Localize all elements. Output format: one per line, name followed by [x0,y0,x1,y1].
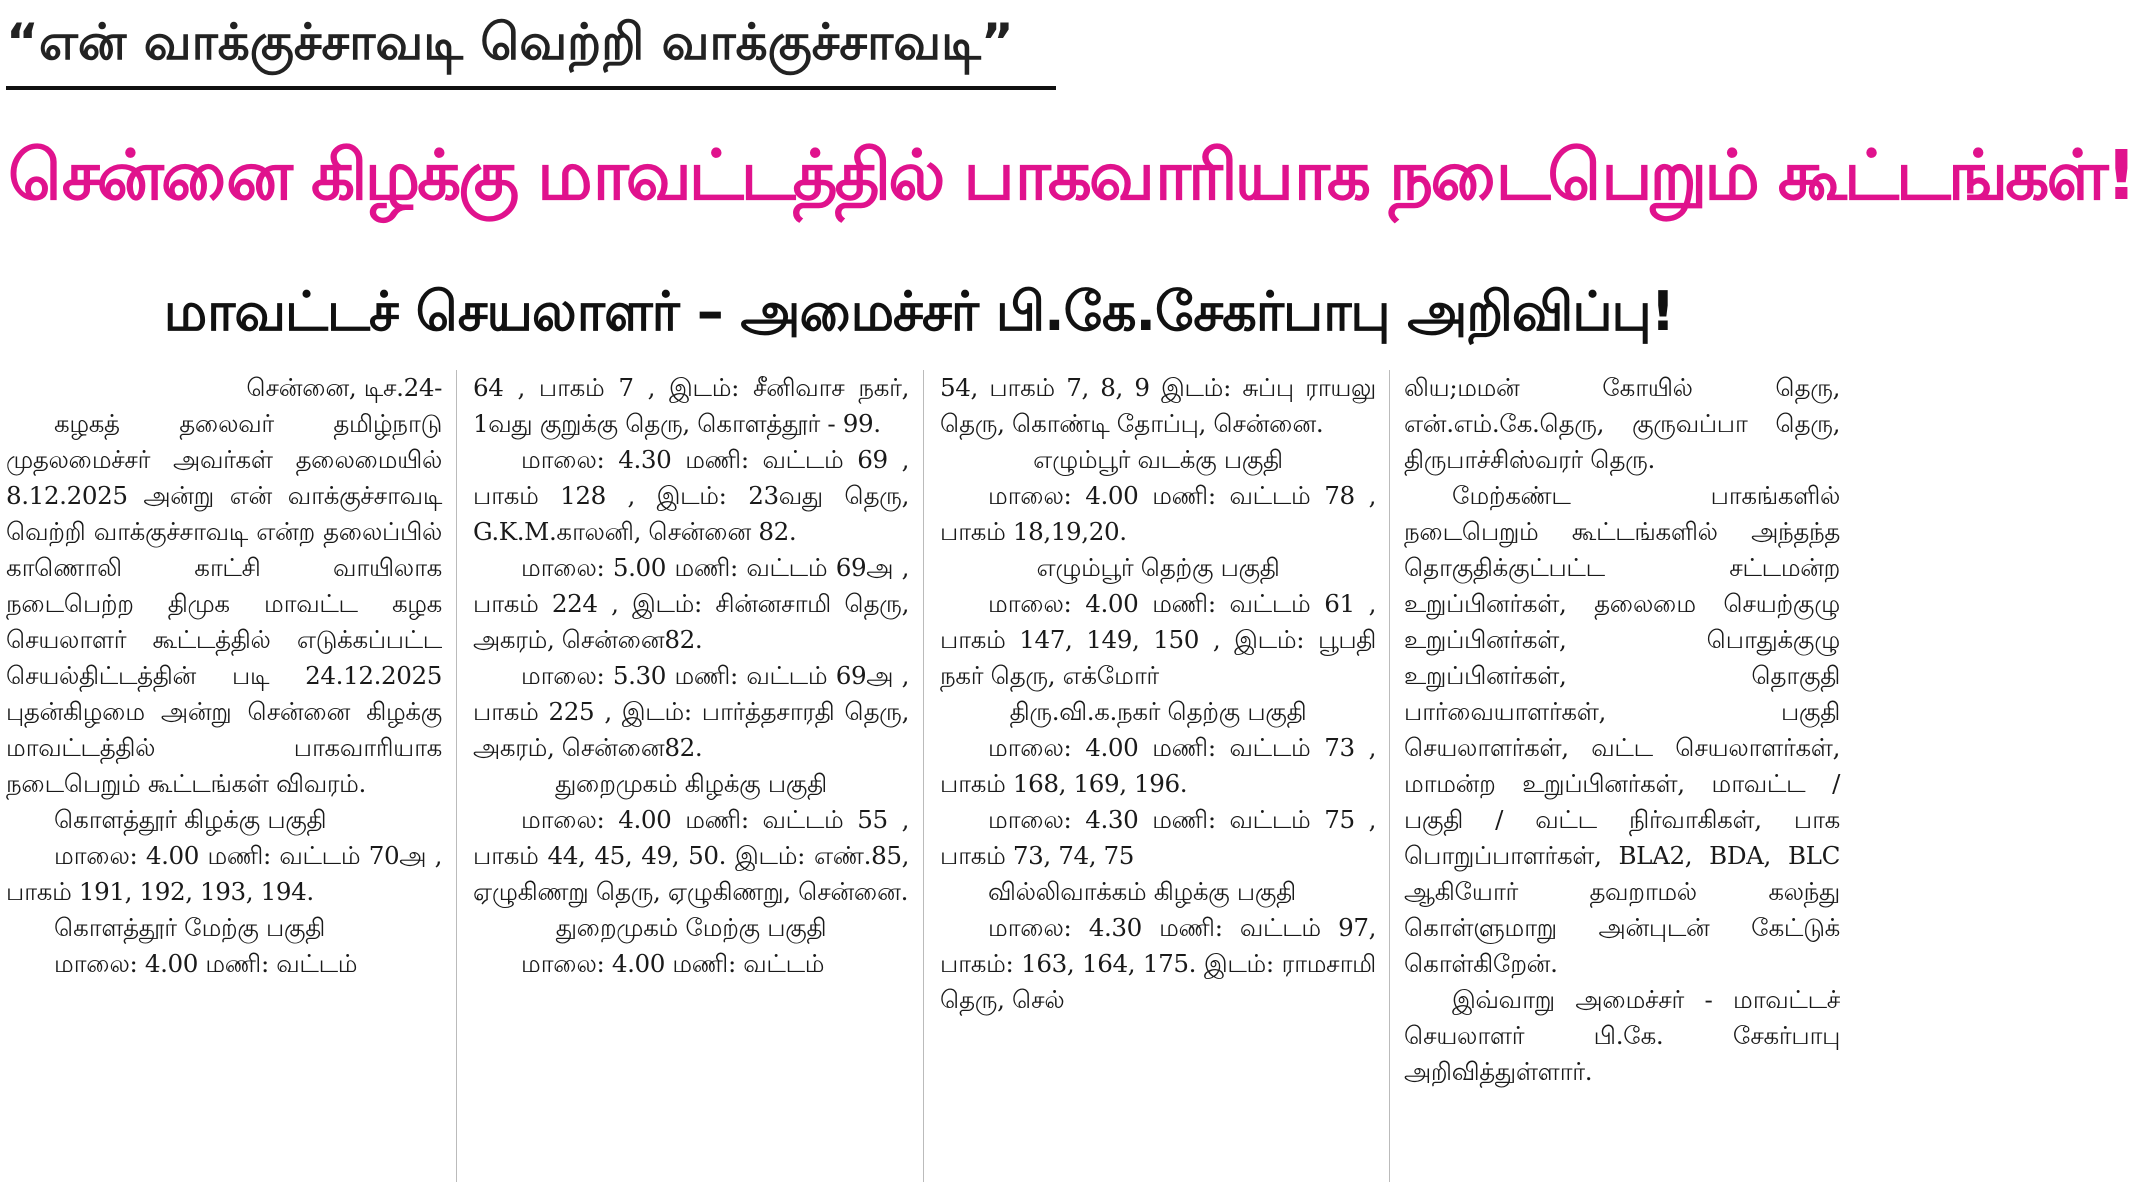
article-paragraph: துறைமுகம் கிழக்கு பகுதி [555,769,827,798]
article-paragraph: 64 , பாகம் 7 , இடம்: சீனிவாச நகர், 1வது குறுக்கு தெரு, கொளத்தூர் - 99. [473,373,909,438]
article-paragraph: மாலை: 5.30 மணி: வட்டம் 69அ , பாகம் 225 , இடம்: பார்த்தசாரதி தெரு, அகரம், சென்னை82. [473,661,909,762]
article-paragraph: மாலை: 4.00 மணி: வட்டம் 78 , பாகம் 18,19,20. [940,481,1376,546]
article-paragraph: மாலை: 4.00 மணி: வட்டம் [54,949,358,978]
headline: சென்னை கிழக்கு மாவட்டத்தில் பாகவாரியாக நடைபெறும் கூட்டங்கள்! [8,136,2134,216]
article-paragraph: மேற்கண்ட பாகங்களில் நடைபெறும் கூட்டங்களில் அந்தந்த தொகுதிக்குட்பட்ட சட்டமன்ற உறுப்பினர்கள், தலைமை செயற்குழு உறுப்பினர்கள், பொதுக்குழு உறுப்பினர்கள், தொகுதி பார்வையாளர்கள், பகுதி செயலாளர்கள், வட்ட செயலாளர்கள், மாமன்ற உறுப்பினர்கள், மாவட்ட / பகுதி / வட்ட நிர்வாகிகள், பாக பொறுப்பாளர்கள், BLA2, BDA, BLC ஆகியோர் தவறாமல் கலந்து கொள்ளுமாறு அன்புடன் கேட்டுக் கொள்கிறேன். [1404,481,1840,978]
column-4 [1404,370,1840,1182]
column-1 [6,370,442,1182]
subheadline: மாவட்டச் செயலாளர் – அமைச்சர் பி.கே.சேகர்பாபு அறிவிப்பு! [163,280,1675,343]
article-paragraph: மாலை: 4.00 மணி: வட்டம் 61 , பாகம் 147, 149, 150 , இடம்: பூபதி நகர் தெரு, எக்மோர் [940,589,1376,690]
article-paragraph: துறைமுகம் மேற்கு பகுதி [555,913,827,942]
article-paragraph: சென்னை, டிச.24- [246,373,442,402]
article-paragraph: எழும்பூர் வடக்கு பகுதி [1033,445,1283,474]
article-paragraph: வில்லிவாக்கம் கிழக்கு பகுதி [988,877,1296,906]
article-paragraph: மாலை: 4.00 மணி: வட்டம் 73 , பாகம் 168, 169, 196. [940,733,1376,798]
article-paragraph: 54, பாகம் 7, 8, 9 இடம்: சுப்பு ராயலு தெரு, கொண்டி தோப்பு, சென்னை. [940,373,1376,438]
article-body [6,370,1840,1182]
article-paragraph: மாலை: 4.30 மணி: வட்டம் 97, பாகம்: 163, 164, 175. இடம்: ராமசாமி தெரு, செல் [940,913,1376,1014]
article-paragraph: எழும்பூர் தெற்கு பகுதி [1036,553,1280,582]
article-paragraph: கொளத்தூர் மேற்கு பகுதி [54,913,325,942]
column-2 [473,370,909,1182]
article-paragraph: மாலை: 4.00 மணி: வட்டம் [521,949,825,978]
article-paragraph: கொளத்தூர் கிழக்கு பகுதி [54,805,327,834]
column-3 [940,370,1376,1182]
kicker-line: “என் வாக்குச்சாவடி வெற்றி வாக்குச்சாவடி” [6,10,1056,90]
article-paragraph: மாலை: 4.30 மணி: வட்டம் 69 , பாகம் 128 , இடம்: 23வது தெரு, G.K.M.காலனி, சென்னை 82. [473,445,909,546]
article-paragraph: இவ்வாறு அமைச்சர் - மாவட்டச் செயலாளர் பி.கே. சேகர்பாபு அறிவித்துள்ளார். [1404,985,1840,1086]
article-paragraph: மாலை: 5.00 மணி: வட்டம் 69அ , பாகம் 224 , இடம்: சின்னசாமி தெரு, அகரம், சென்னை82. [473,553,909,654]
article-paragraph: லிய;மமன் கோயில் தெரு, என்.எம்.கே.தெரு, குருவப்பா தெரு, திருபாச்சிஸ்வரர் தெரு. [1404,373,1840,474]
article-paragraph: மாலை: 4.30 மணி: வட்டம் 75 , பாகம் 73, 74, 75 [940,805,1376,870]
article-paragraph: திரு.வி.க.நகர் தெற்கு பகுதி [1009,697,1307,726]
article-paragraph: மாலை: 4.00 மணி: வட்டம் 70அ , பாகம் 191, 192, 193, 194. [6,841,442,906]
article-paragraph: கழகத் தலைவர் தமிழ்நாடு முதலமைச்சர் அவர்கள் தலைமையில் 8.12.2025 அன்று என் வாக்குச்சாவடி வெற்றி வாக்குச்சாவடி என்ற தலைப்பில் காணொலி காட்சி வாயிலாக நடைபெற்ற திமுக மாவட்ட கழக செயலாளர் கூட்டத்தில் எடுக்கப்பட்ட செயல்திட்டத்தின் படி 24.12.2025 புதன்கிழமை அன்று சென்னை கிழக்கு மாவட்டத்தில் பாகவாரியாக நடைபெறும் கூட்டங்கள் விவரம். [6,409,442,798]
article-paragraph: மாலை: 4.00 மணி: வட்டம் 55 , பாகம் 44, 45, 49, 50. இடம்: எண்.85, ஏழுகிணறு தெரு, ஏழுகிணறு, சென்னை. [473,805,909,906]
